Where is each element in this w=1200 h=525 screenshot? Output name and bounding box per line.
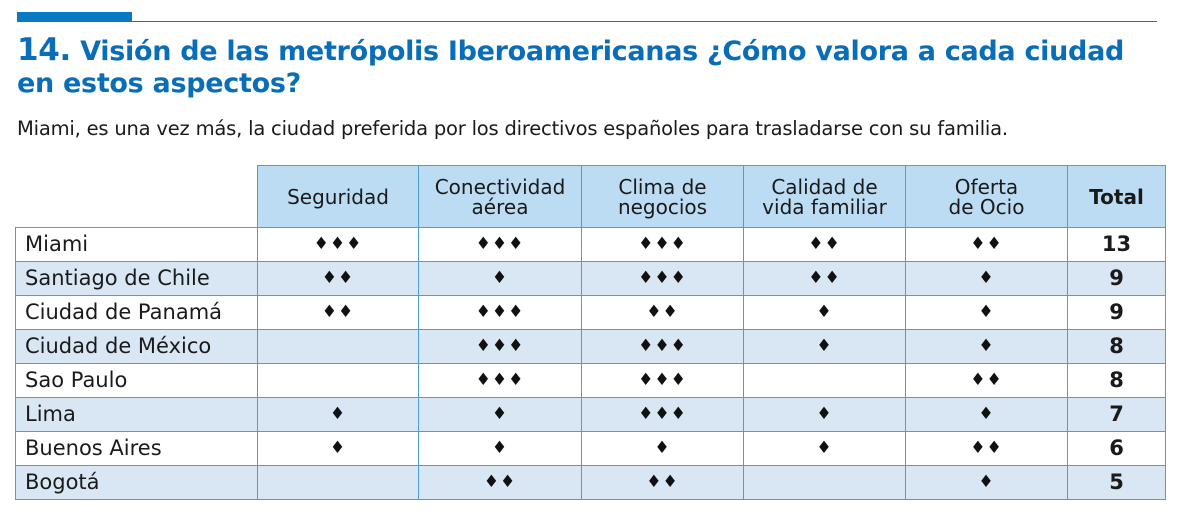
- table-row: [16, 262, 1166, 296]
- total-score: 5: [1068, 466, 1166, 500]
- rating-seguridad: [258, 364, 419, 398]
- rating-calidad: ♦: [744, 398, 906, 432]
- rating-seguridad: ♦: [258, 398, 419, 432]
- rating-clima: ♦♦♦: [582, 228, 744, 262]
- rating-oferta: ♦: [906, 296, 1068, 330]
- column-header-oferta: Oferta de Ocio: [906, 166, 1068, 228]
- rating-oferta: ♦: [906, 398, 1068, 432]
- rating-conectividad: ♦: [419, 262, 582, 296]
- total-score: 7: [1068, 398, 1166, 432]
- column-header-conectividad: Conectividad aérea: [419, 166, 582, 228]
- question-number: 14.: [17, 32, 72, 68]
- rating-calidad: ♦♦: [744, 228, 906, 262]
- rating-calidad: [744, 364, 906, 398]
- rating-conectividad: ♦♦♦: [419, 296, 582, 330]
- rating-clima: ♦♦: [582, 466, 744, 500]
- rating-calidad: ♦♦: [744, 262, 906, 296]
- rating-oferta: ♦: [906, 330, 1068, 364]
- rating-oferta: ♦: [906, 466, 1068, 500]
- rating-oferta: ♦: [906, 262, 1068, 296]
- city-name: Sao Paulo: [16, 364, 258, 398]
- city-name: Buenos Aires: [16, 432, 258, 466]
- table-row: [16, 296, 1166, 330]
- table-row: [16, 466, 1166, 500]
- rating-seguridad: ♦♦: [258, 296, 419, 330]
- city-name: Ciudad de México: [16, 330, 258, 364]
- rating-oferta: ♦♦: [906, 228, 1068, 262]
- rating-calidad: ♦: [744, 432, 906, 466]
- rating-clima: ♦♦♦: [582, 262, 744, 296]
- rating-oferta: ♦♦: [906, 364, 1068, 398]
- total-score: 9: [1068, 296, 1166, 330]
- rating-conectividad: ♦♦♦: [419, 330, 582, 364]
- rating-conectividad: ♦: [419, 398, 582, 432]
- total-score: 13: [1068, 228, 1166, 262]
- corner-cell: [16, 166, 258, 228]
- total-score: 6: [1068, 432, 1166, 466]
- city-name: Ciudad de Panamá: [16, 296, 258, 330]
- rating-conectividad: ♦♦♦: [419, 228, 582, 262]
- column-header-clima: Clima de negocios: [582, 166, 744, 228]
- column-header-calidad: Calidad de vida familiar: [744, 166, 906, 228]
- ratings-table: [15, 165, 1166, 500]
- rating-seguridad: [258, 330, 419, 364]
- rating-seguridad: [258, 466, 419, 500]
- title-line-1: Visión de las metrópolis Iberoamericanas ¿Cómo valora a cada ciudad: [80, 36, 1125, 67]
- rating-seguridad: ♦♦: [258, 262, 419, 296]
- city-name: Miami: [16, 228, 258, 262]
- rating-conectividad: ♦: [419, 432, 582, 466]
- rating-clima: ♦: [582, 432, 744, 466]
- table-row: [16, 432, 1166, 466]
- header-rule: [17, 21, 1157, 22]
- rating-seguridad: ♦♦♦: [258, 228, 419, 262]
- rating-conectividad: ♦♦: [419, 466, 582, 500]
- rating-conectividad: ♦♦♦: [419, 364, 582, 398]
- page-title: [17, 34, 1167, 100]
- city-name: Santiago de Chile: [16, 262, 258, 296]
- rating-calidad: ♦: [744, 296, 906, 330]
- table-row: [16, 228, 1166, 262]
- city-name: Bogotá: [16, 466, 258, 500]
- table-header-row: [16, 166, 1166, 228]
- title-line-2: en estos aspectos?: [17, 68, 301, 99]
- column-header-seguridad: Seguridad: [258, 166, 419, 228]
- rating-clima: ♦♦♦: [582, 330, 744, 364]
- rating-clima: ♦♦♦: [582, 364, 744, 398]
- rating-clima: ♦♦♦: [582, 398, 744, 432]
- total-score: 9: [1068, 262, 1166, 296]
- table-row: [16, 398, 1166, 432]
- total-score: 8: [1068, 330, 1166, 364]
- rating-clima: ♦♦: [582, 296, 744, 330]
- total-score: 8: [1068, 364, 1166, 398]
- table-row: [16, 364, 1166, 398]
- page-subtitle: Miami, es una vez más, la ciudad preferida por los directivos españoles para trasladarse con su familia.: [17, 117, 1008, 140]
- rating-calidad: ♦: [744, 330, 906, 364]
- column-header-total: Total: [1068, 166, 1166, 228]
- city-name: Lima: [16, 398, 258, 432]
- rating-oferta: ♦♦: [906, 432, 1068, 466]
- table-row: [16, 330, 1166, 364]
- rating-calidad: [744, 466, 906, 500]
- rating-seguridad: ♦: [258, 432, 419, 466]
